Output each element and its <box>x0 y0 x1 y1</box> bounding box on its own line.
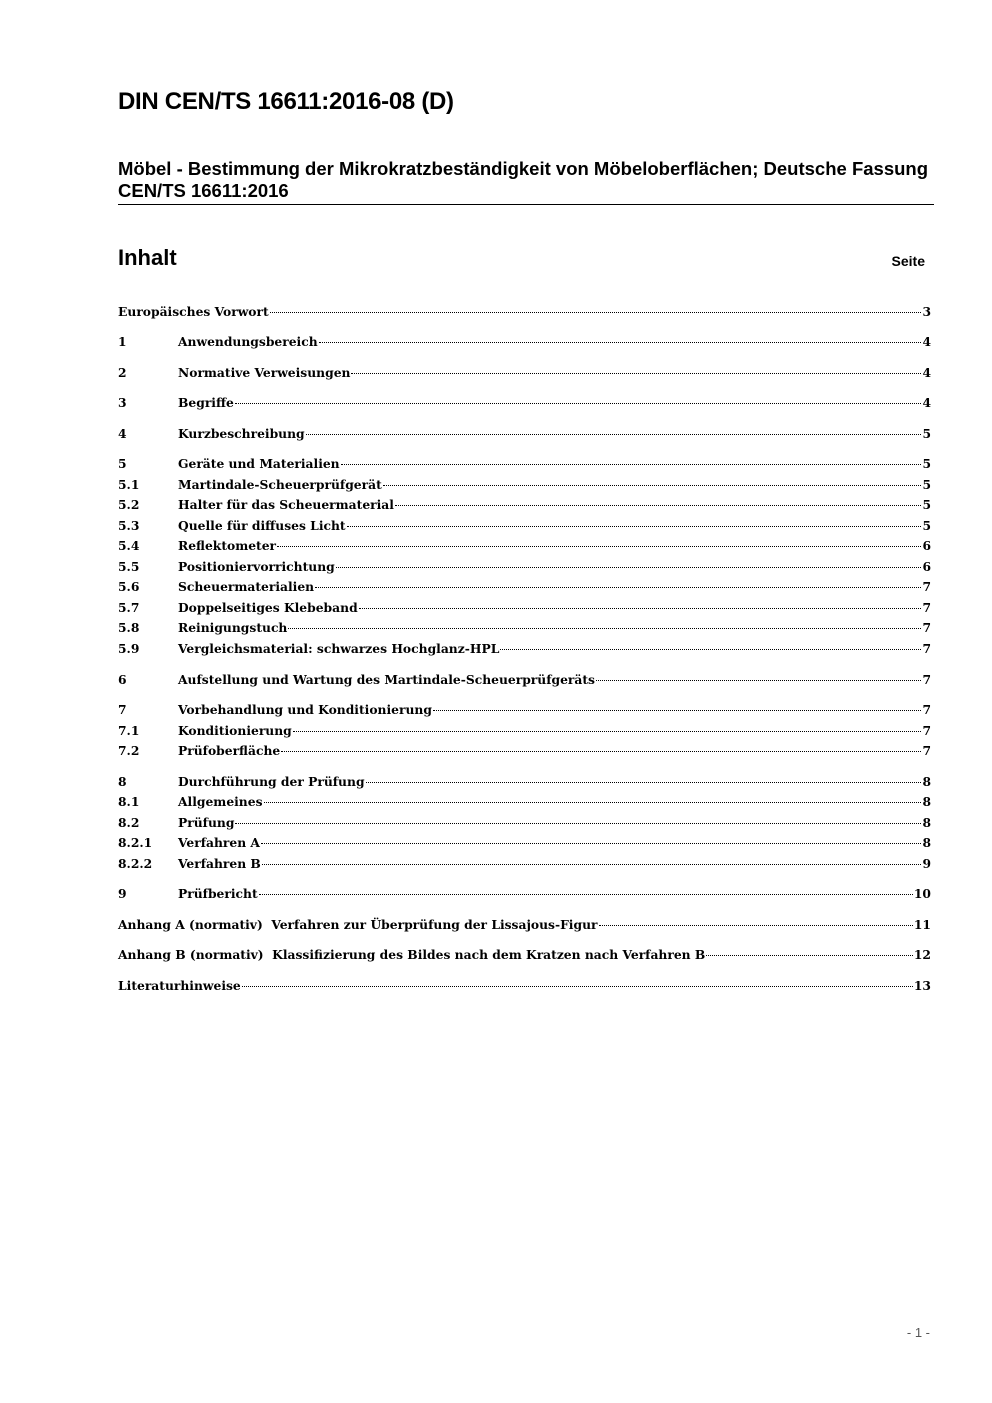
toc-dot-leader <box>383 485 922 486</box>
toc-dot-leader <box>235 823 921 824</box>
toc-dot-leader <box>706 955 913 956</box>
toc-entry-title: Geräte und Materialien <box>178 456 340 471</box>
toc-entry-number: 5.8 <box>118 620 140 635</box>
toc-entry-number: 8.2.1 <box>118 835 153 850</box>
toc-entry[interactable] <box>118 557 931 577</box>
toc-dot-leader <box>599 925 913 926</box>
toc-entry[interactable] <box>118 516 931 536</box>
toc-entry-page: 4 <box>922 395 931 410</box>
toc-entry-page: 7 <box>922 620 931 635</box>
toc-entry[interactable] <box>118 639 931 659</box>
toc-entry[interactable] <box>118 741 931 761</box>
toc-entry-page: 10 <box>913 886 931 901</box>
toc-entry-title: Europäisches Vorwort <box>118 304 269 319</box>
toc-entry-number: 5.2 <box>118 497 140 512</box>
toc-dot-leader <box>235 403 922 404</box>
toc-entry-title: Aufstellung und Wartung des Martindale-Scheuerprüfgeräts <box>178 672 595 687</box>
toc-entry-title: Allgemeines <box>178 794 263 809</box>
toc-entry[interactable] <box>118 792 931 812</box>
toc-entry-number: 8.2.2 <box>118 856 153 871</box>
toc-dot-leader <box>319 342 922 343</box>
toc-dot-leader <box>366 782 922 783</box>
toc-dot-leader <box>259 894 913 895</box>
toc-entry[interactable] <box>118 618 931 638</box>
toc-entry[interactable] <box>118 976 931 996</box>
toc-entry-title: Anhang A (normativ) Verfahren zur Überprüfung der Lissajous-Figur <box>118 917 598 932</box>
toc-entry-page: 8 <box>922 794 931 809</box>
toc-entry-page: 7 <box>922 641 931 656</box>
toc-entry[interactable] <box>118 475 931 495</box>
toc-entry[interactable] <box>118 454 931 474</box>
toc-entry-page: 4 <box>922 334 931 349</box>
page-number: - 1 - <box>906 1325 930 1340</box>
toc-entry-title: Verfahren A <box>178 835 260 850</box>
toc-entry-page: 9 <box>922 856 931 871</box>
toc-dot-leader <box>293 731 922 732</box>
toc-entry-title: Prüfbericht <box>178 886 258 901</box>
toc-entry-number: 5.9 <box>118 641 140 656</box>
toc-entry[interactable] <box>118 536 931 556</box>
toc-entry-title: Anwendungsbereich <box>178 334 318 349</box>
toc-entry-number: 4 <box>118 426 127 441</box>
toc-dot-leader <box>395 505 922 506</box>
toc-dot-leader <box>596 680 921 681</box>
toc-entry-title: Quelle für diffuses Licht <box>178 518 346 533</box>
toc-entry-title: Anhang B (normativ) Klassifizierung des Bildes nach dem Kratzen nach Verfahren B <box>118 947 706 962</box>
toc-entry-number: 1 <box>118 334 127 349</box>
toc-entry-title: Halter für das Scheuermaterial <box>178 497 394 512</box>
toc-entry[interactable] <box>118 945 931 965</box>
toc-entry-page: 4 <box>922 365 931 380</box>
toc-entry[interactable] <box>118 884 931 904</box>
toc-entry-title: Prüfoberfläche <box>178 743 281 758</box>
toc-entry-number: 5.1 <box>118 477 140 492</box>
toc-dot-leader <box>341 464 922 465</box>
toc-entry[interactable] <box>118 670 931 690</box>
toc-entry-page: 8 <box>922 835 931 850</box>
document-subtitle: Möbel - Bestimmung der Mikrokratzbeständigkeit von Möbeloberflächen; Deutsche Fassung CEN/TS 16611:2016 <box>118 158 934 205</box>
toc-entry-title: Doppelseitiges Klebeband <box>178 600 358 615</box>
toc-entry-number: 5.4 <box>118 538 140 553</box>
toc-entry-page: 7 <box>922 672 931 687</box>
toc-entry-page: 7 <box>922 723 931 738</box>
toc-entry-number: 3 <box>118 395 127 410</box>
toc-entry-page: 6 <box>922 538 931 553</box>
toc-entry-page: 5 <box>922 477 931 492</box>
toc-entry-title: Verfahren B <box>178 856 261 871</box>
toc-entry-title: Positioniervorrichtung <box>178 559 335 574</box>
toc-entry-page: 12 <box>913 947 931 962</box>
toc-dot-leader <box>315 587 921 588</box>
toc-entry-page: 5 <box>922 456 931 471</box>
toc-entry-number: 7 <box>118 702 127 717</box>
toc-dot-leader <box>281 751 921 752</box>
toc-entry-title: Prüfung <box>178 815 235 830</box>
toc-dot-leader <box>306 434 922 435</box>
toc-entry[interactable] <box>118 332 931 352</box>
toc-dot-leader <box>264 802 922 803</box>
toc-entry-title: Literaturhinweise <box>118 978 241 993</box>
toc-entry-title: Reinigungstuch <box>178 620 288 635</box>
toc-entry-title: Vergleichsmaterial: schwarzes Hochglanz-HPL <box>178 641 500 656</box>
toc-dot-leader <box>359 608 922 609</box>
toc-entry[interactable] <box>118 495 931 515</box>
toc-entry[interactable] <box>118 577 931 597</box>
toc-dot-leader <box>347 526 922 527</box>
toc-entry[interactable] <box>118 363 931 383</box>
toc-entry[interactable] <box>118 772 931 792</box>
toc-entry-number: 8.1 <box>118 794 140 809</box>
toc-entry-page: 8 <box>922 774 931 789</box>
toc-entry-number: 5.7 <box>118 600 140 615</box>
toc-dot-leader <box>433 710 922 711</box>
document-title: DIN CEN/TS 16611:2016-08 (D) <box>118 88 454 115</box>
toc-entry-title: Martindale-Scheuerprüfgerät <box>178 477 382 492</box>
toc-dot-leader <box>351 373 921 374</box>
toc-entry-number: 7.2 <box>118 743 140 758</box>
toc-entry-number: 5 <box>118 456 127 471</box>
toc-entry-title: Konditionierung <box>178 723 292 738</box>
toc-entry[interactable] <box>118 302 931 322</box>
toc-entry-number: 6 <box>118 672 127 687</box>
toc-entry-number: 9 <box>118 886 127 901</box>
toc-entry[interactable] <box>118 833 931 853</box>
toc-entry-page: 5 <box>922 497 931 512</box>
toc-entry-number: 5.6 <box>118 579 140 594</box>
toc-entry-number: 8 <box>118 774 127 789</box>
toc-entry-page: 7 <box>922 743 931 758</box>
toc-entry-page: 3 <box>922 304 931 319</box>
toc-dot-leader <box>336 567 922 568</box>
toc-entry-number: 5.3 <box>118 518 140 533</box>
toc-entry-number: 2 <box>118 365 127 380</box>
toc-entry-title: Begriffe <box>178 395 234 410</box>
toc-dot-leader <box>242 986 913 987</box>
toc-entry-number: 7.1 <box>118 723 140 738</box>
toc-heading: Inhalt <box>118 245 177 270</box>
toc-entry-page: 7 <box>922 579 931 594</box>
toc-dot-leader <box>262 864 922 865</box>
toc-entry[interactable] <box>118 813 931 833</box>
toc-page-column-label: Seite <box>891 253 925 269</box>
toc-dot-leader <box>261 843 921 844</box>
toc-entry-page: 7 <box>922 702 931 717</box>
toc-entry-title: Vorbehandlung und Konditionierung <box>178 702 432 717</box>
toc-entry-title: Normative Verweisungen <box>178 365 351 380</box>
toc-entry-title: Scheuermaterialien <box>178 579 315 594</box>
toc-entry-title: Kurzbeschreibung <box>178 426 305 441</box>
toc-entry[interactable] <box>118 721 931 741</box>
toc-entry-page: 13 <box>913 978 931 993</box>
toc-entry-page: 11 <box>913 917 931 932</box>
toc-entry[interactable] <box>118 393 931 413</box>
toc-entry[interactable] <box>118 598 931 618</box>
toc-entry-title: Reflektometer <box>178 538 277 553</box>
toc-entry[interactable] <box>118 700 931 720</box>
toc-entry[interactable] <box>118 915 931 935</box>
toc-entry-page: 5 <box>922 426 931 441</box>
toc-dot-leader <box>270 312 922 313</box>
toc-entry-page: 6 <box>922 559 931 574</box>
toc-entry-page: 8 <box>922 815 931 830</box>
toc-entry-page: 7 <box>922 600 931 615</box>
toc-entry-page: 5 <box>922 518 931 533</box>
toc-dot-leader <box>500 649 921 650</box>
toc-entry[interactable] <box>118 854 931 874</box>
toc-dot-leader <box>277 546 921 547</box>
toc-dot-leader <box>288 628 921 629</box>
toc-entry-number: 8.2 <box>118 815 140 830</box>
toc-entry-number: 5.5 <box>118 559 140 574</box>
toc-entry[interactable] <box>118 424 931 444</box>
toc-entry-title: Durchführung der Prüfung <box>178 774 365 789</box>
